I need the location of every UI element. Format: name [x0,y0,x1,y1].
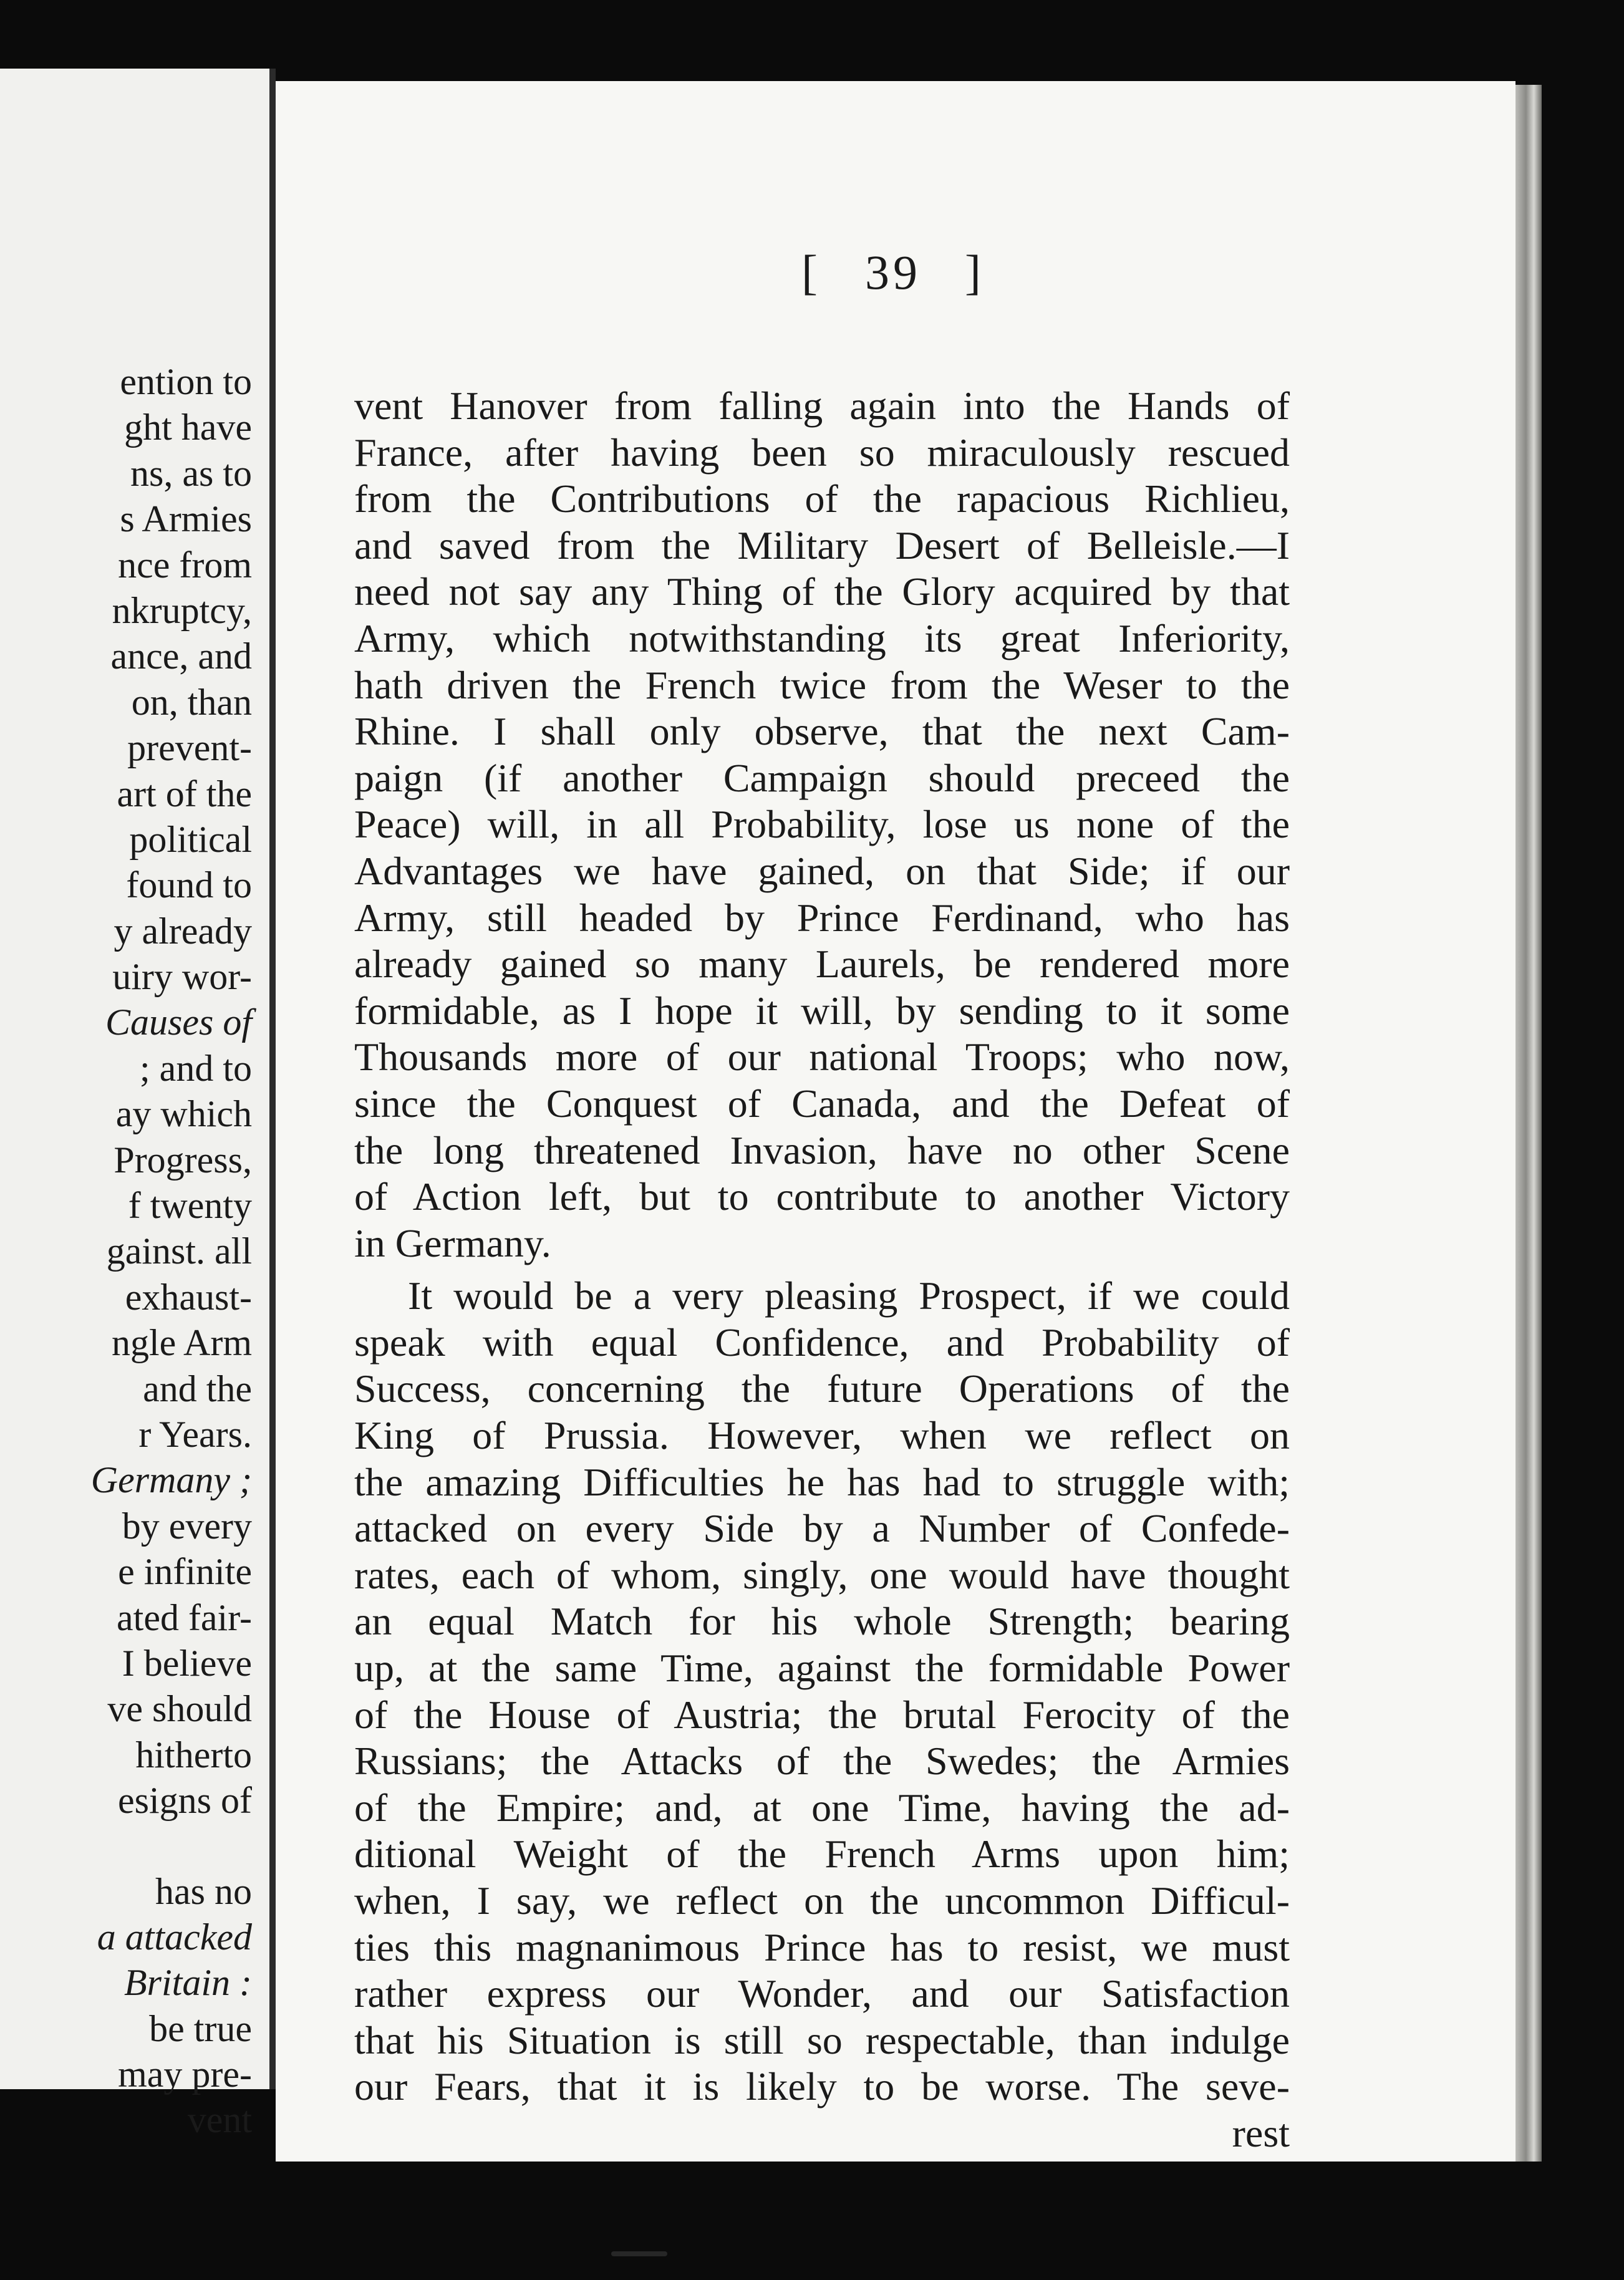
left-line: I believe [122,1642,252,1684]
left-line: Progress, [114,1139,252,1181]
body-line: France, after having been so miraculously rescued [354,430,1290,475]
bracket-open: [ [801,245,821,299]
body-line: already gained so many Laurels, be rendered more [354,942,1290,987]
left-line: ve should [107,1688,252,1730]
left-line: r Years. [138,1413,252,1455]
left-line: ngle Arm [112,1322,252,1364]
body-line: our Fears, that it is likely to be worse. The seve- [354,2064,1290,2109]
left-line: y already [114,910,252,952]
left-line: ention to [120,361,252,402]
body-line: that his Situation is still so respectable, than indulge [354,2017,1290,2062]
body-line: formidable, as I hope it will, by sending to it some [354,988,1290,1033]
left-line: ance, and [110,635,252,677]
body-line: Advantages we have gained, on that Side; if our [354,848,1290,893]
body-line: up, at the same Time, against the formidable Power [354,1646,1290,1691]
bracket-close: ] [965,245,985,299]
left-line: political [129,818,252,860]
left-line: Germany ; [90,1459,252,1501]
body-line: hath driven the French twice from the Weser to the [354,662,1290,707]
body-line: in Germany. [354,1220,551,1265]
body-line: an equal Match for his whole Strength; bearing [354,1599,1290,1644]
left-line: f twenty [128,1185,252,1227]
left-line: prevent- [127,727,252,769]
left-line: vent [187,2099,252,2141]
body-line: of the Empire; and, at one Time, having the ad- [354,1785,1290,1830]
body-line: from the Contributions of the rapacious Richlieu, [354,476,1290,521]
body-line: when, I say, we reflect on the uncommon Difficul- [354,1878,1290,1923]
body-line: Russians; the Attacks of the Swedes; the Armies [354,1739,1290,1784]
left-line: on, than [131,681,252,723]
left-line: ns, as to [130,452,252,494]
left-line: art of the [117,773,252,814]
body-line: the amazing Difficulties he has had to struggle with; [354,1459,1290,1504]
body-line: Success, concerning the future Operations of the [354,1366,1290,1411]
left-line: ated fair- [117,1596,252,1638]
left-line: uiry wor- [112,956,252,998]
paragraph-break [354,1267,1290,1273]
page-edge [1515,85,1542,2162]
body-line: ditional Weight of the French Arms upon him; [354,1832,1290,1877]
body-line: ties this magnanimous Prince has to resist, we must [354,1925,1290,1969]
left-line: found to [126,864,252,906]
body-line: paign (if another Campaign should preceed the [354,755,1290,800]
body-line: King of Prussia. However, when we reflect on [354,1413,1290,1458]
left-line: and the [143,1368,252,1409]
left-page-text [91,359,252,2143]
body-line: vent Hanover from falling again into the Hands of [354,384,1290,428]
left-line: may pre- [118,2054,252,2095]
body-line: rates, each of whom, singly, one would have thought [354,1552,1290,1597]
body-line: Rhine. I shall only observe, that the next Cam- [354,709,1290,754]
scan-mark [611,2251,667,2256]
left-page [0,69,273,2141]
left-line: nce from [118,544,252,586]
left-line: be true [149,2007,252,2049]
body-line: Army, which notwithstanding its great Inferiority, [354,616,1290,660]
left-line: a attacked [97,1916,252,1958]
right-page [276,81,1515,2162]
page-header [276,244,1510,301]
body-line: of the House of Austria; the brutal Ferocity of the [354,1692,1290,1737]
body-line: speak with equal Confidence, and Probability of [354,1320,1290,1365]
catchword: rest [1232,2110,1290,2155]
left-line: ght have [124,407,252,448]
page-number: 39 [865,245,921,299]
left-line: ay which [115,1093,252,1135]
body-line: Army, still headed by Prince Ferdinand, who has [354,895,1290,940]
body-line: attacked on every Side by a Number of Confede- [354,1506,1290,1551]
body-line: Peace) will, in all Probability, lose us none of the [354,802,1290,847]
left-line: esigns of [118,1780,252,1822]
body-line: of Action left, but to contribute to another Victory [354,1174,1290,1219]
body-line: need not say any Thing of the Glory acquired by that [354,569,1290,614]
body-line: rather express our Wonder, and our Satisfaction [354,1971,1290,2016]
body-text [354,383,1290,2157]
left-line: has no [155,1870,252,1912]
body-line: since the Conquest of Canada, and the Defeat of [354,1081,1290,1126]
left-line: ; and to [140,1047,252,1089]
book-gutter [269,69,276,2089]
left-line: Causes of [105,1002,252,1043]
body-line: It would be a very pleasing Prospect, if we could [408,1273,1290,1318]
left-line: hitherto [135,1734,252,1775]
body-line: Thousands more of our national Troops; who now, [354,1035,1290,1080]
body-line: and saved from the Military Desert of Belleisle.—I [354,523,1290,568]
left-line: e infinite [118,1551,252,1593]
left-line: exhaust- [125,1276,252,1318]
left-line: gainst. all [106,1230,252,1272]
left-line: s Armies [120,498,252,540]
left-line: nkruptcy, [112,589,252,631]
left-line: Britain : [124,1962,252,2004]
body-line: the long threatened Invasion, have no other Scene [354,1128,1290,1172]
left-line: by every [122,1505,252,1547]
